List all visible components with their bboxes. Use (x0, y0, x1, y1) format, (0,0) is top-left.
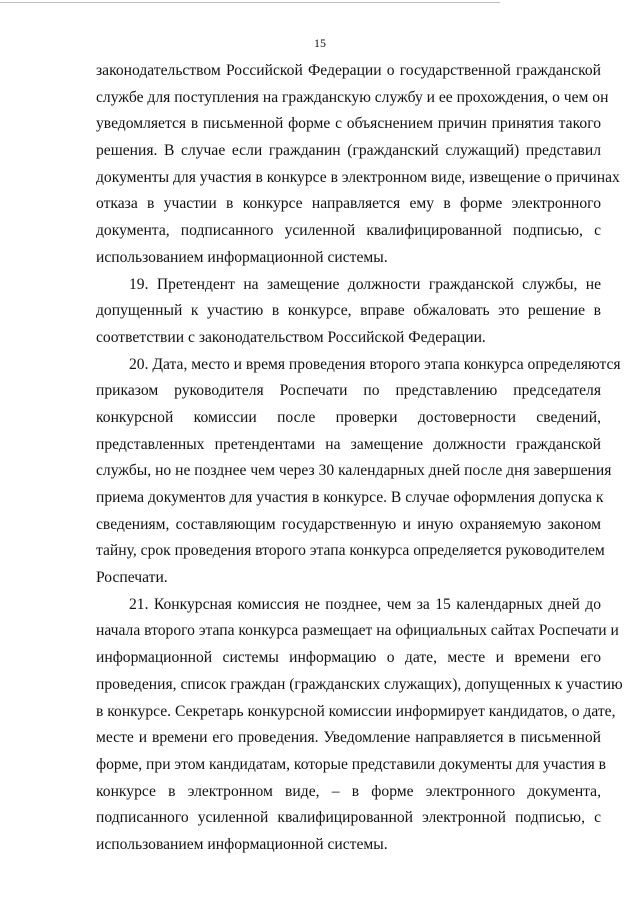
text-line: использованием информационной системы. (96, 248, 388, 266)
text-line: уведомляется в письменной форме с объяснением причин принятия такого (96, 115, 601, 133)
paragraph-item-19 (96, 272, 601, 352)
paragraph-item-20 (96, 352, 621, 592)
text-line: законодательством Российской Федерации о государственной гражданской (96, 62, 601, 79)
text-line: службы, но не позднее чем через 30 календарных дней после дня завершения (96, 462, 612, 480)
paragraph-item-21 (96, 592, 623, 859)
document-body (96, 58, 623, 859)
text-line: соответствии с законодательством Российской Федерации. (96, 328, 486, 346)
text-line: представленных претендентами на замещение должности гражданской (96, 435, 601, 453)
paragraph-continuation (96, 58, 620, 272)
scan-edge-line (0, 2, 500, 3)
text-line: информационной системы информацию о дате, месте и времени его (96, 649, 601, 667)
text-line: 20. Дата, место и время проведения второго этапа конкурса определяются (129, 355, 621, 373)
text-line: документы для участия в конкурсе в электронном виде, извещение о причинах (96, 168, 620, 186)
text-line: приема документов для участия в конкурсе. В случае оформления допуска к (96, 489, 604, 506)
text-line: службе для поступления на гражданскую службу и ее прохождения, о чем он (96, 88, 609, 106)
text-line: месте и времени его проведения. Уведомление направляется в письменной (96, 729, 601, 747)
text-line: использованием информационной системы. (96, 835, 388, 853)
text-line: решения. В случае если гражданин (гражданский служащий) представил (96, 142, 601, 160)
text-line: начала второго этапа конкурса размещает на официальных сайтах Роспечати и (96, 622, 619, 640)
text-line: 19. Претендент на замещение должности гражданской службы, не (129, 275, 601, 293)
text-line: отказа в участии в конкурсе направляется ему в форме электронного (96, 195, 601, 213)
text-line: сведениям, составляющим государственную и иную охраняемую законом (96, 515, 601, 533)
text-line: подписанного усиленной квалифицированной электронной подписью, с (96, 809, 601, 827)
text-line: проведения, список граждан (гражданских служащих), допущенных к участию (96, 675, 623, 693)
page-number: 15 (314, 36, 326, 50)
text-line: конкурсе в электронном виде, – в форме электронного документа, (96, 782, 601, 800)
text-line: Роспечати. (96, 569, 168, 587)
text-line: приказом руководителя Роспечати по представлению председателя (96, 382, 601, 400)
text-line: в конкурсе. Секретарь конкурсной комиссии информирует кандидатов, о дате, (96, 702, 616, 720)
text-line: документа, подписанного усиленной квалифицированной подписью, с (96, 222, 601, 240)
text-line: допущенный к участию в конкурсе, вправе обжаловать это решение в (96, 302, 601, 320)
text-line: 21. Конкурсная комиссия не позднее, чем за 15 календарных дней до (129, 595, 601, 613)
text-line: тайну, срок проведения второго этапа конкурса определяется руководителем (96, 542, 605, 560)
text-line: форме, при этом кандидатам, которые представили документы для участия в (96, 755, 607, 773)
text-line: конкурсной комиссии после проверки достоверности сведений, (96, 408, 601, 426)
